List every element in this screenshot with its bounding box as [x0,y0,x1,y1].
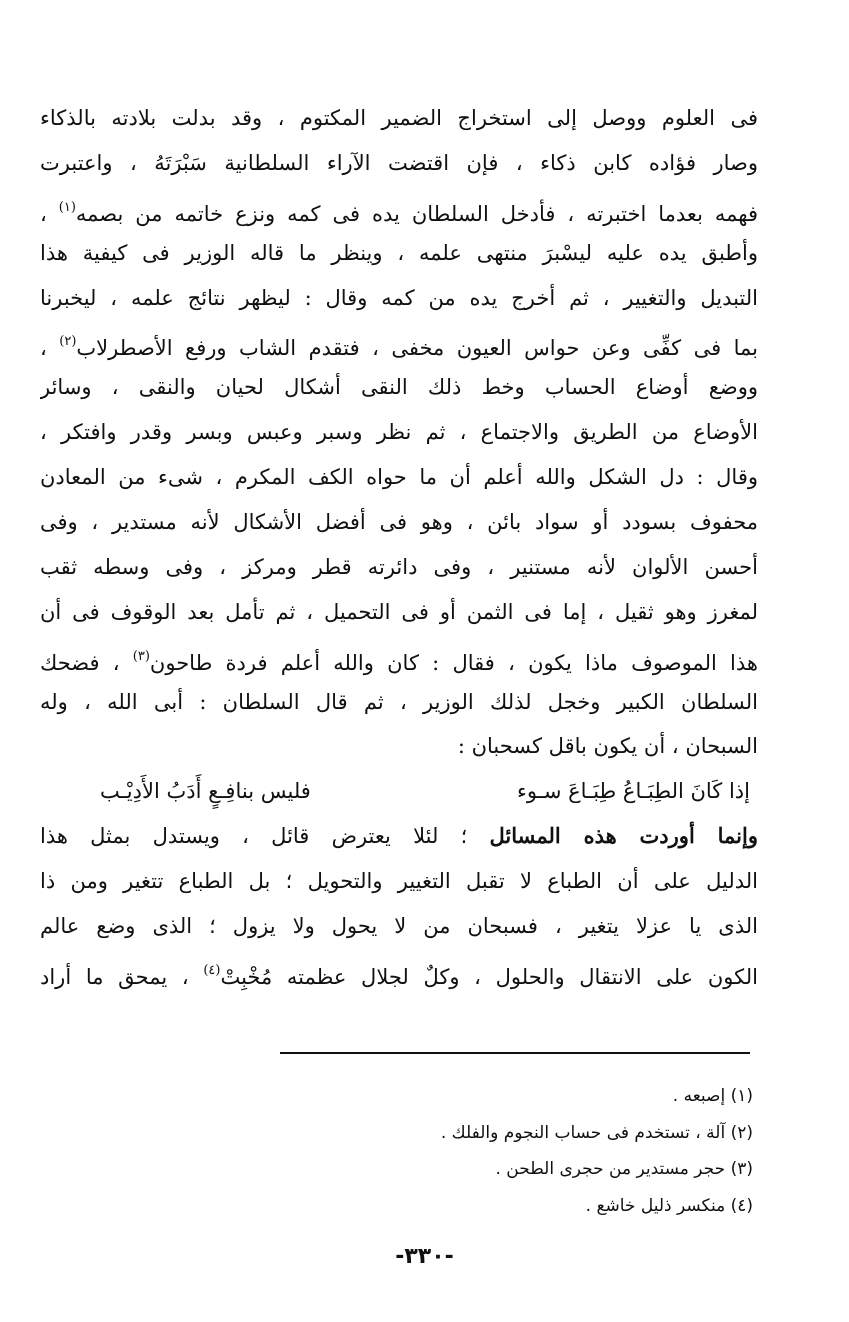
text-line [40,814,758,859]
text-line: الذى يا عزلا يتغير ، فسبحان من لا يحول ولا يزول ؛ الذى وضع عالم [40,914,758,939]
text-line: السلطان الكبير وخجل لذلك الوزير ، ثم قال السلطان : أبى الله ، وله [40,689,758,714]
text-line: الدليل على أن الطباع لا تقبل التغيير والتحويل ؛ بل الطباع تتغير ومن ذا [40,869,758,894]
footnotes [253,1078,753,1224]
text-line [40,320,758,365]
text-line-content: هذا الموصوف ماذا يكون ، فقال : كان والله أعلم فردة طاحون [149,650,758,675]
text-line-content: ؛ لئلا يعترض قائل ، ويستدل بمثل هذا [40,824,490,849]
bold-lead-text: وإنما أوردت هذه المسائل [489,823,758,849]
footnote-2: (٢) آلة ، تستخدم فى حساب النجوم والفلك . [440,1122,753,1143]
text-line: وأطبق يده عليه ليسْبرَ منتهى علمه ، وينظر ما قاله الوزير فى كيفية هذا [40,240,758,265]
text-line [40,186,758,231]
text-line-content: فهمه بعدما اختبرته ، فأدخل السلطان يده فى كمه ونزع خاتمه من بصمه [75,201,758,226]
footnote-marker: (٣) [132,648,150,664]
text-line: التبديل والتغيير ، ثم أخرج يده من كمه وقال : ليظهر نتائج علمه ، ليخبرنا [40,285,758,310]
text-line-end: ، [40,201,47,226]
poem-hemistich-first: إذا كَانَ الطِبَـاعُ طِبَـاعَ سـوء [516,779,750,804]
text-line: لمغرز وهو ثقيل ، إما فى الثمن أو فى التحميل ، ثم تأمل بعد الوقوف فى أن [40,599,758,624]
footnote-marker: (٤) [203,962,221,978]
text-line: فى العلوم ووصل إلى استخراج الضمير المكتوم ، وقد بدلت بلادته بالذكاء [40,106,758,130]
footnote-marker: (١) [58,199,76,215]
text-line: محفوف بسودد أو سواد بائن ، وهو فى أفضل الأشكال لأنه مستدير ، وفى [40,510,758,535]
text-line-end: ، [40,336,47,361]
text-line-content: بما فى كفِّى وعن حواس العيون مخفى ، فتقدم الشاب ورفع الأصطرلاب [76,336,758,361]
text-line: الأوضاع من الطريق والاجتماع ، ثم نظر وسبر وعبس وبسر وقدر وافتكر ، [40,420,758,445]
text-line: السبحان ، أن يكون باقل كسحبان : [457,734,758,759]
text-line [40,635,758,680]
text-line-content: الكون على الانتقال والحلول ، وكلٌ لجلال عظمته مُخْبِتْ [220,964,758,989]
text-line: ووضع أوضاع الحساب وخط ذلك النقى أشكال لحيان والنقى ، وسائر [40,375,758,400]
text-line-end: ، يمحق ما أراد [40,964,189,989]
footnote-4: (٤) منكسر ذليل خاشع . [585,1195,753,1216]
poem-verse [40,769,758,814]
text-line-end: ، فضحك [40,650,120,675]
main-text [40,96,758,994]
page-number: -٣٣٠- [395,1244,454,1269]
poem-hemistich-second: فليس بنافِـعٍ أَدَبُ الأَدِيْـب [100,779,311,804]
footnote-3: (٣) حجر مستدير من حجرى الطحن . [495,1159,753,1179]
text-line [40,949,758,994]
text-line: وصار فؤاده كابن ذكاء ، فإن اقتضت الآراء السلطانية سَبْرَتَهُ ، واعتبرت [40,150,758,175]
footnote-1: (١) إصبعه . [672,1086,753,1106]
text-line: أحسن الألوان لأنه مستنير ، وفى دائرته قطر ومركز ، وفى وسطه ثقب [40,554,758,579]
footnote-marker: (٢) [59,334,77,350]
text-line: وقال : دل الشكل والله أعلم أن ما حواه الكف المكرم ، شىء من المعادن [40,465,758,490]
footnote-separator [280,1052,750,1054]
